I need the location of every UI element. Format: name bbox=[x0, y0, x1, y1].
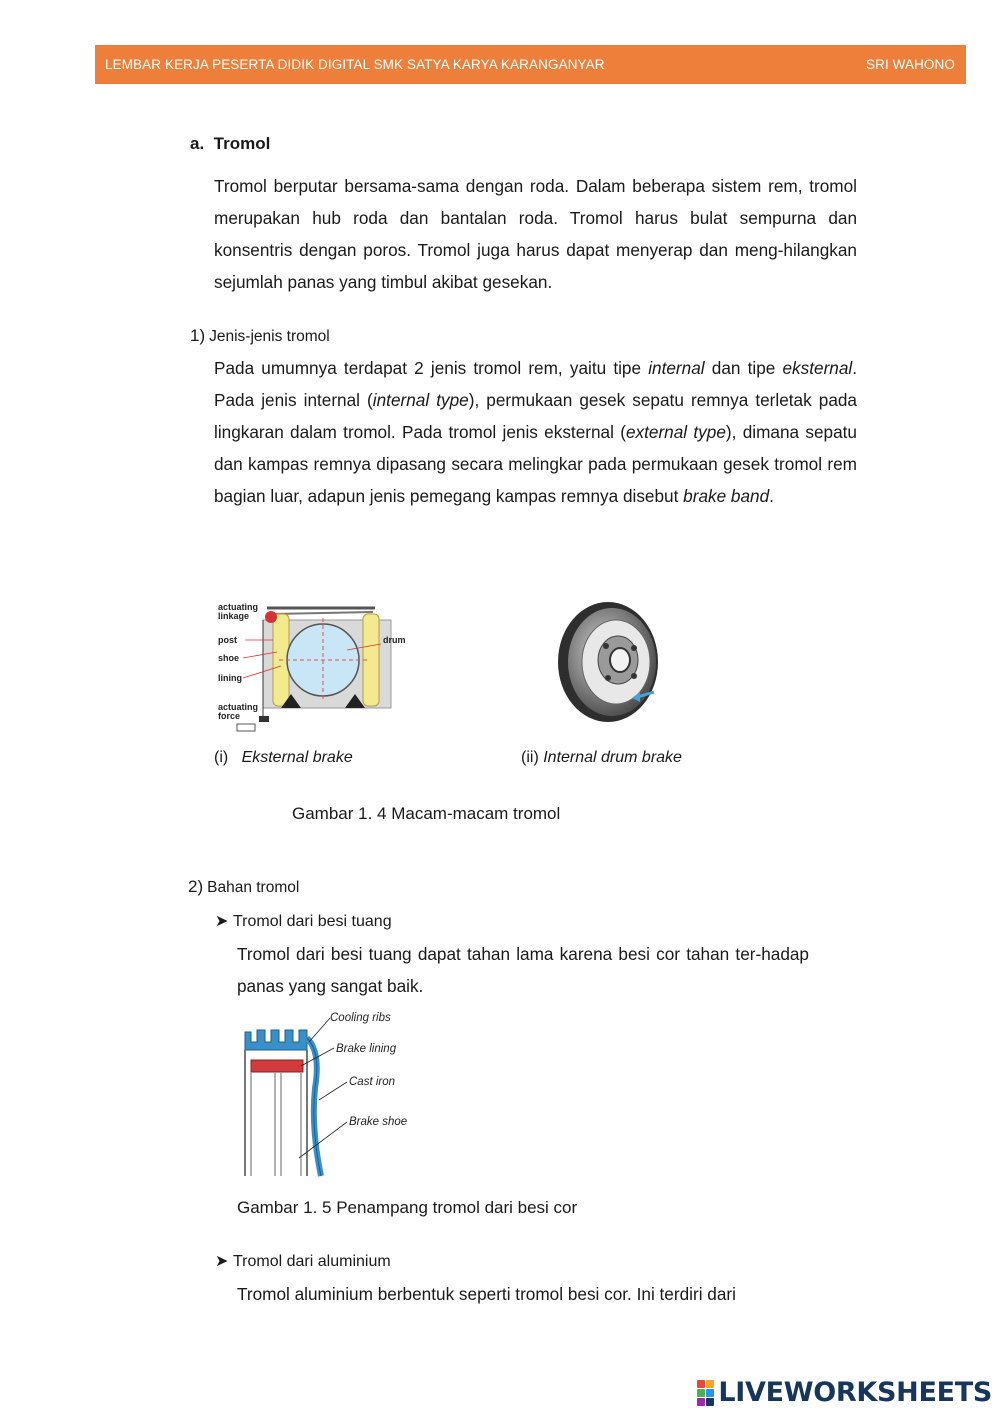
cast-iron-drum-diagram bbox=[235, 1008, 415, 1180]
jenis-text-6: . bbox=[769, 486, 774, 506]
caption-external-brake bbox=[214, 749, 353, 767]
label-drum: drum bbox=[383, 635, 406, 645]
force-weight bbox=[259, 716, 269, 722]
liveworksheets-watermark bbox=[697, 1377, 992, 1408]
brake-lining-shape bbox=[251, 1060, 303, 1072]
section-heading bbox=[190, 134, 270, 154]
label-brake-shoe: Brake shoe bbox=[349, 1116, 408, 1128]
section-label: a. bbox=[190, 134, 205, 153]
liveworksheets-logo-icon bbox=[697, 1380, 714, 1406]
cast-iron-leader bbox=[319, 1082, 347, 1100]
caption-i-text: Eksternal brake bbox=[241, 749, 353, 766]
caption-i-number: (i) bbox=[214, 749, 229, 766]
bahan-title: Bahan tromol bbox=[207, 879, 300, 896]
bahan-number: 2) bbox=[188, 877, 204, 896]
label-actuating-2: actuating bbox=[218, 702, 259, 712]
external-brake-diagram bbox=[215, 600, 415, 738]
label-post: post bbox=[218, 635, 237, 645]
cooling-ribs-leader bbox=[309, 1018, 330, 1042]
figure-1-5-caption: Gambar 1. 5 Penampang tromol dari besi cor bbox=[237, 1198, 578, 1217]
jenis-text-2: dan tipe bbox=[704, 358, 783, 378]
linkage-pivot bbox=[265, 611, 277, 623]
label-actuating-1: actuating bbox=[218, 602, 259, 612]
jenis-title: Jenis-jenis tromol bbox=[209, 328, 330, 345]
intro-paragraph: Tromol berputar bersama-sama dengan roda. Dalam beberapa sistem rem, tromol merupakan hub roda dan bantalan roda. Tromol harus bulat sempurna dan konsentris dengan poros. Tromol juga harus dapat menyerap dan meng-hilangkan sejumlah panas yang timbul akibat gesekan. bbox=[214, 176, 857, 292]
bullet-aluminium bbox=[215, 1251, 391, 1271]
jenis-number: 1) bbox=[190, 326, 206, 345]
internal-drum-brake-image bbox=[550, 598, 664, 726]
stud-hole-3 bbox=[605, 675, 611, 681]
bullet-besi-tuang bbox=[215, 911, 392, 931]
label-force: force bbox=[218, 711, 241, 721]
besi-tuang-paragraph: Tromol dari besi tuang dapat tahan lama karena besi cor tahan ter-hadap panas yang sangat baik. bbox=[237, 944, 809, 996]
label-lining: lining bbox=[218, 673, 242, 683]
arrow-bullet-icon: ➤ bbox=[215, 1253, 229, 1270]
stud-hole-2 bbox=[631, 645, 637, 651]
hub-center bbox=[610, 648, 630, 672]
jenis-italic-internal: internal bbox=[648, 358, 705, 378]
caption-internal-drum-brake bbox=[521, 749, 682, 767]
caption-ii-number: (ii) bbox=[521, 749, 539, 766]
jenis-italic-eksternal: eksternal bbox=[782, 358, 853, 378]
caption-ii-text: Internal drum brake bbox=[543, 749, 682, 766]
figure-1-4-caption: Gambar 1. 4 Macam-macam tromol bbox=[292, 804, 561, 823]
jenis-text-1: Pada umumnya terdapat 2 jenis tromol rem, yaitu tipe bbox=[214, 358, 649, 378]
section-title: Tromol bbox=[213, 134, 271, 153]
stud-hole-4 bbox=[631, 673, 637, 679]
brake-shoe-web bbox=[251, 1072, 301, 1176]
bahan-heading bbox=[188, 877, 299, 897]
jenis-italic-internal-type: internal type bbox=[372, 390, 469, 410]
label-brake-lining: Brake lining bbox=[336, 1043, 397, 1055]
jenis-text-5: ), dimana sepatu dan kampas remnya dipasang secara melingkar pada permukaan gesek tromol rem bagian luar, adapun jenis pemegang kampas remnya disebut bbox=[214, 422, 857, 506]
label-linkage: linkage bbox=[218, 611, 250, 621]
label-cast-iron: Cast iron bbox=[349, 1076, 396, 1088]
header-author: SRI WAHONO bbox=[865, 57, 955, 72]
jenis-text-3: . Pada jenis internal ( bbox=[214, 358, 858, 410]
bullet-aluminium-label: Tromol dari aluminium bbox=[233, 1253, 391, 1270]
liveworksheets-text: LIVEWORKSHEETS bbox=[718, 1377, 992, 1408]
aluminium-paragraph: Tromol aluminium berbentuk seperti tromol besi cor. Ini terdiri dari bbox=[237, 1284, 736, 1304]
arrow-bullet-icon: ➤ bbox=[215, 913, 229, 930]
force-block bbox=[237, 724, 255, 731]
bullet-besi-tuang-label: Tromol dari besi tuang bbox=[233, 913, 392, 930]
jenis-italic-brake-band: brake band bbox=[683, 486, 770, 506]
jenis-heading bbox=[190, 326, 330, 346]
label-cooling-ribs: Cooling ribs bbox=[330, 1012, 391, 1024]
header-title: LEMBAR KERJA PESERTA DIDIK DIGITAL SMK SATYA KARYA KARANGANYAR bbox=[105, 57, 605, 72]
label-shoe: shoe bbox=[218, 653, 240, 663]
cooling-ribs-shape bbox=[245, 1030, 307, 1050]
page-header bbox=[95, 45, 966, 84]
jenis-text-4: ), permukaan gesek sepatu remnya terletak pada lingkaran dalam tromol. Pada tromol jenis eksternal ( bbox=[214, 390, 857, 442]
jenis-italic-external-type: external type bbox=[625, 422, 726, 442]
stud-hole-1 bbox=[603, 643, 609, 649]
jenis-paragraph bbox=[214, 352, 857, 512]
